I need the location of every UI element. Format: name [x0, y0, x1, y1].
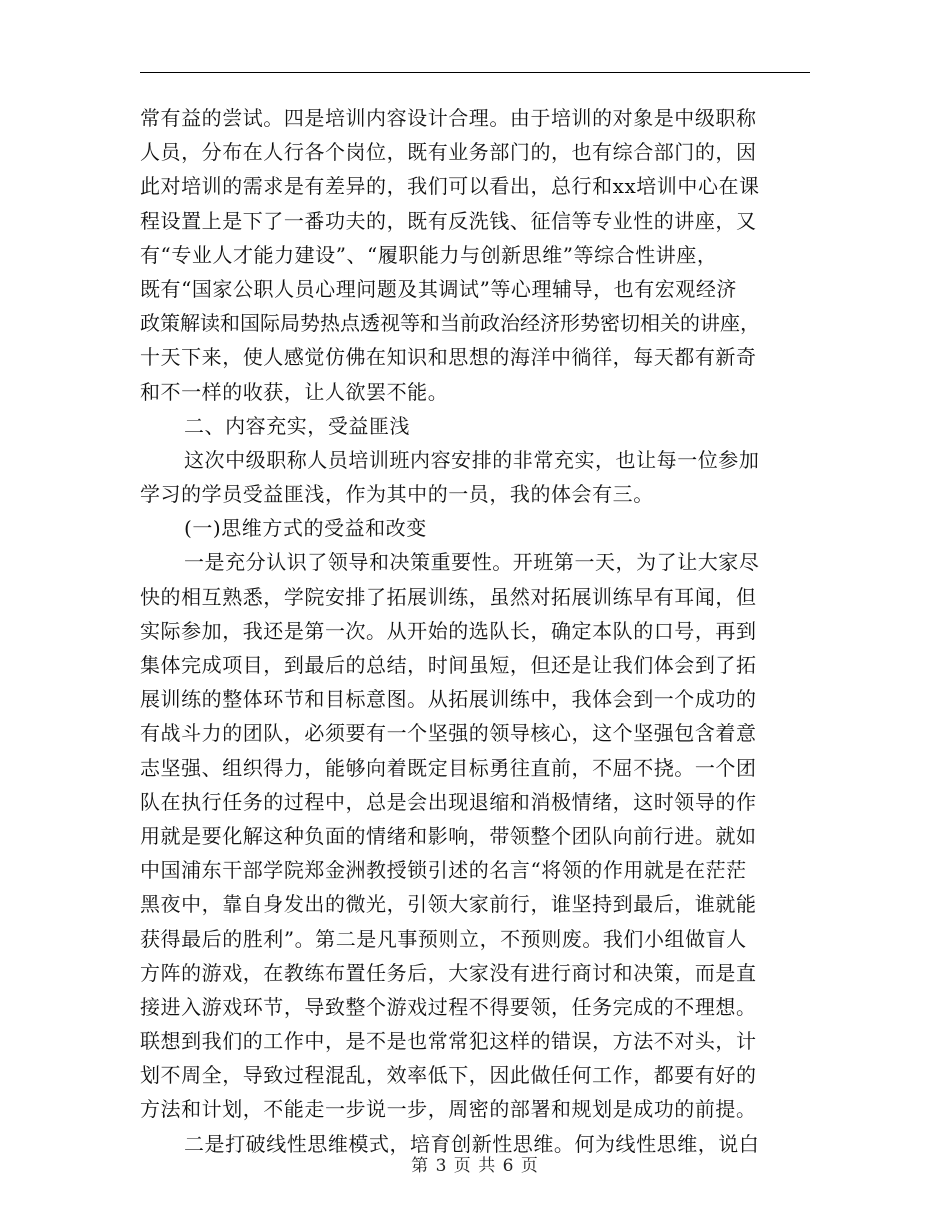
text-line: 和不一样的收获，让人欲罢不能。	[140, 379, 449, 404]
body-text	[140, 101, 812, 1161]
text-line: 展训练的整体环节和目标意图。从拓展训练中，我体会到一个成功的	[140, 687, 757, 712]
text-line: 获得最后的胜利”。第二是凡事预则立，不预则废。我们小组做盲人	[140, 926, 747, 951]
text-line: 二是打破线性思维模式，培育创新性思维。何为线性思维，说白	[184, 1131, 760, 1156]
text-line: 有“专业人才能力建设”、“履职能力与创新思维”等综合性讲座，	[140, 242, 718, 267]
text-line: 人员，分布在人行各个岗位，既有业务部门的，也有综合部门的，因	[140, 140, 757, 165]
text-line: 十天下来，使人感觉仿佛在知识和思想的海洋中徜徉，每天都有新奇	[140, 345, 757, 370]
text-line: 政策解读和国际局势热点透视等和当前政治经济形势密切相关的讲座，	[140, 311, 760, 336]
header-rule	[140, 72, 810, 73]
text-line: 划不周全，导致过程混乱，效率低下，因此做任何工作，都要有好的	[140, 1063, 757, 1088]
subsection-heading: (一)思维方式的受益和改变	[184, 516, 427, 541]
text-line: 学习的学员受益匪浅，作为其中的一员，我的体会有三。	[140, 482, 654, 507]
text-line: 联想到我们的工作中，是不是也常常犯这样的错误，方法不对头，计	[140, 1029, 757, 1054]
text-line: 此对培训的需求是有差异的，我们可以看出，总行和xx培训中心在课	[140, 174, 760, 199]
text-line: 程设置上是下了一番功夫的，既有反洗钱、征信等专业性的讲座，又	[140, 208, 757, 233]
text-line: 中国浦东干部学院郑金洲教授锁引述的名言“将领的作用就是在茫茫	[140, 858, 747, 883]
text-line: 方法和计划，不能走一步说一步，周密的部署和规划是成功的前提。	[140, 1097, 757, 1122]
text-line: 实际参加，我还是第一次。从开始的选队长，确定本队的口号，再到	[140, 618, 757, 643]
page-footer: 第 3 页 共 6 页	[411, 1156, 539, 1176]
text-line: 一是充分认识了领导和决策重要性。开班第一天，为了让大家尽	[184, 550, 760, 575]
text-line: 志坚强、组织得力，能够向着既定目标勇往直前，不屈不挠。一个团	[140, 755, 757, 780]
section-heading: 二、内容充实，受益匪浅	[184, 413, 411, 438]
text-line: 常有益的尝试。四是培训内容设计合理。由于培训的对象是中级职称	[140, 106, 757, 130]
text-line: 这次中级职称人员培训班内容安排的非常充实，也让每一位参加	[184, 447, 760, 472]
text-line: 既有“国家公职人员心理问题及其调试”等心理辅导，也有宏观经济	[140, 276, 737, 301]
text-line: 快的相互熟悉，学院安排了拓展训练，虽然对拓展训练早有耳闻，但	[140, 584, 757, 609]
text-line: 方阵的游戏，在教练布置任务后，大家没有进行商讨和决策，而是直	[140, 960, 757, 985]
text-line: 队在执行任务的过程中，总是会出现退缩和消极情绪，这时领导的作	[140, 789, 757, 814]
text-line: 集体完成项目，到最后的总结，时间虽短，但还是让我们体会到了拓	[140, 653, 757, 677]
text-line: 用就是要化解这种负面的情绪和影响，带领整个团队向前行进。就如	[140, 823, 757, 848]
text-line: 黑夜中，靠自身发出的微光，引领大家前行，谁坚持到最后，谁就能	[140, 892, 757, 917]
text-line: 接进入游戏环节，导致整个游戏过程不得要领，任务完成的不理想。	[140, 994, 757, 1019]
text-line: 有战斗力的团队，必须要有一个坚强的领导核心，这个坚强包含着意	[140, 721, 757, 746]
